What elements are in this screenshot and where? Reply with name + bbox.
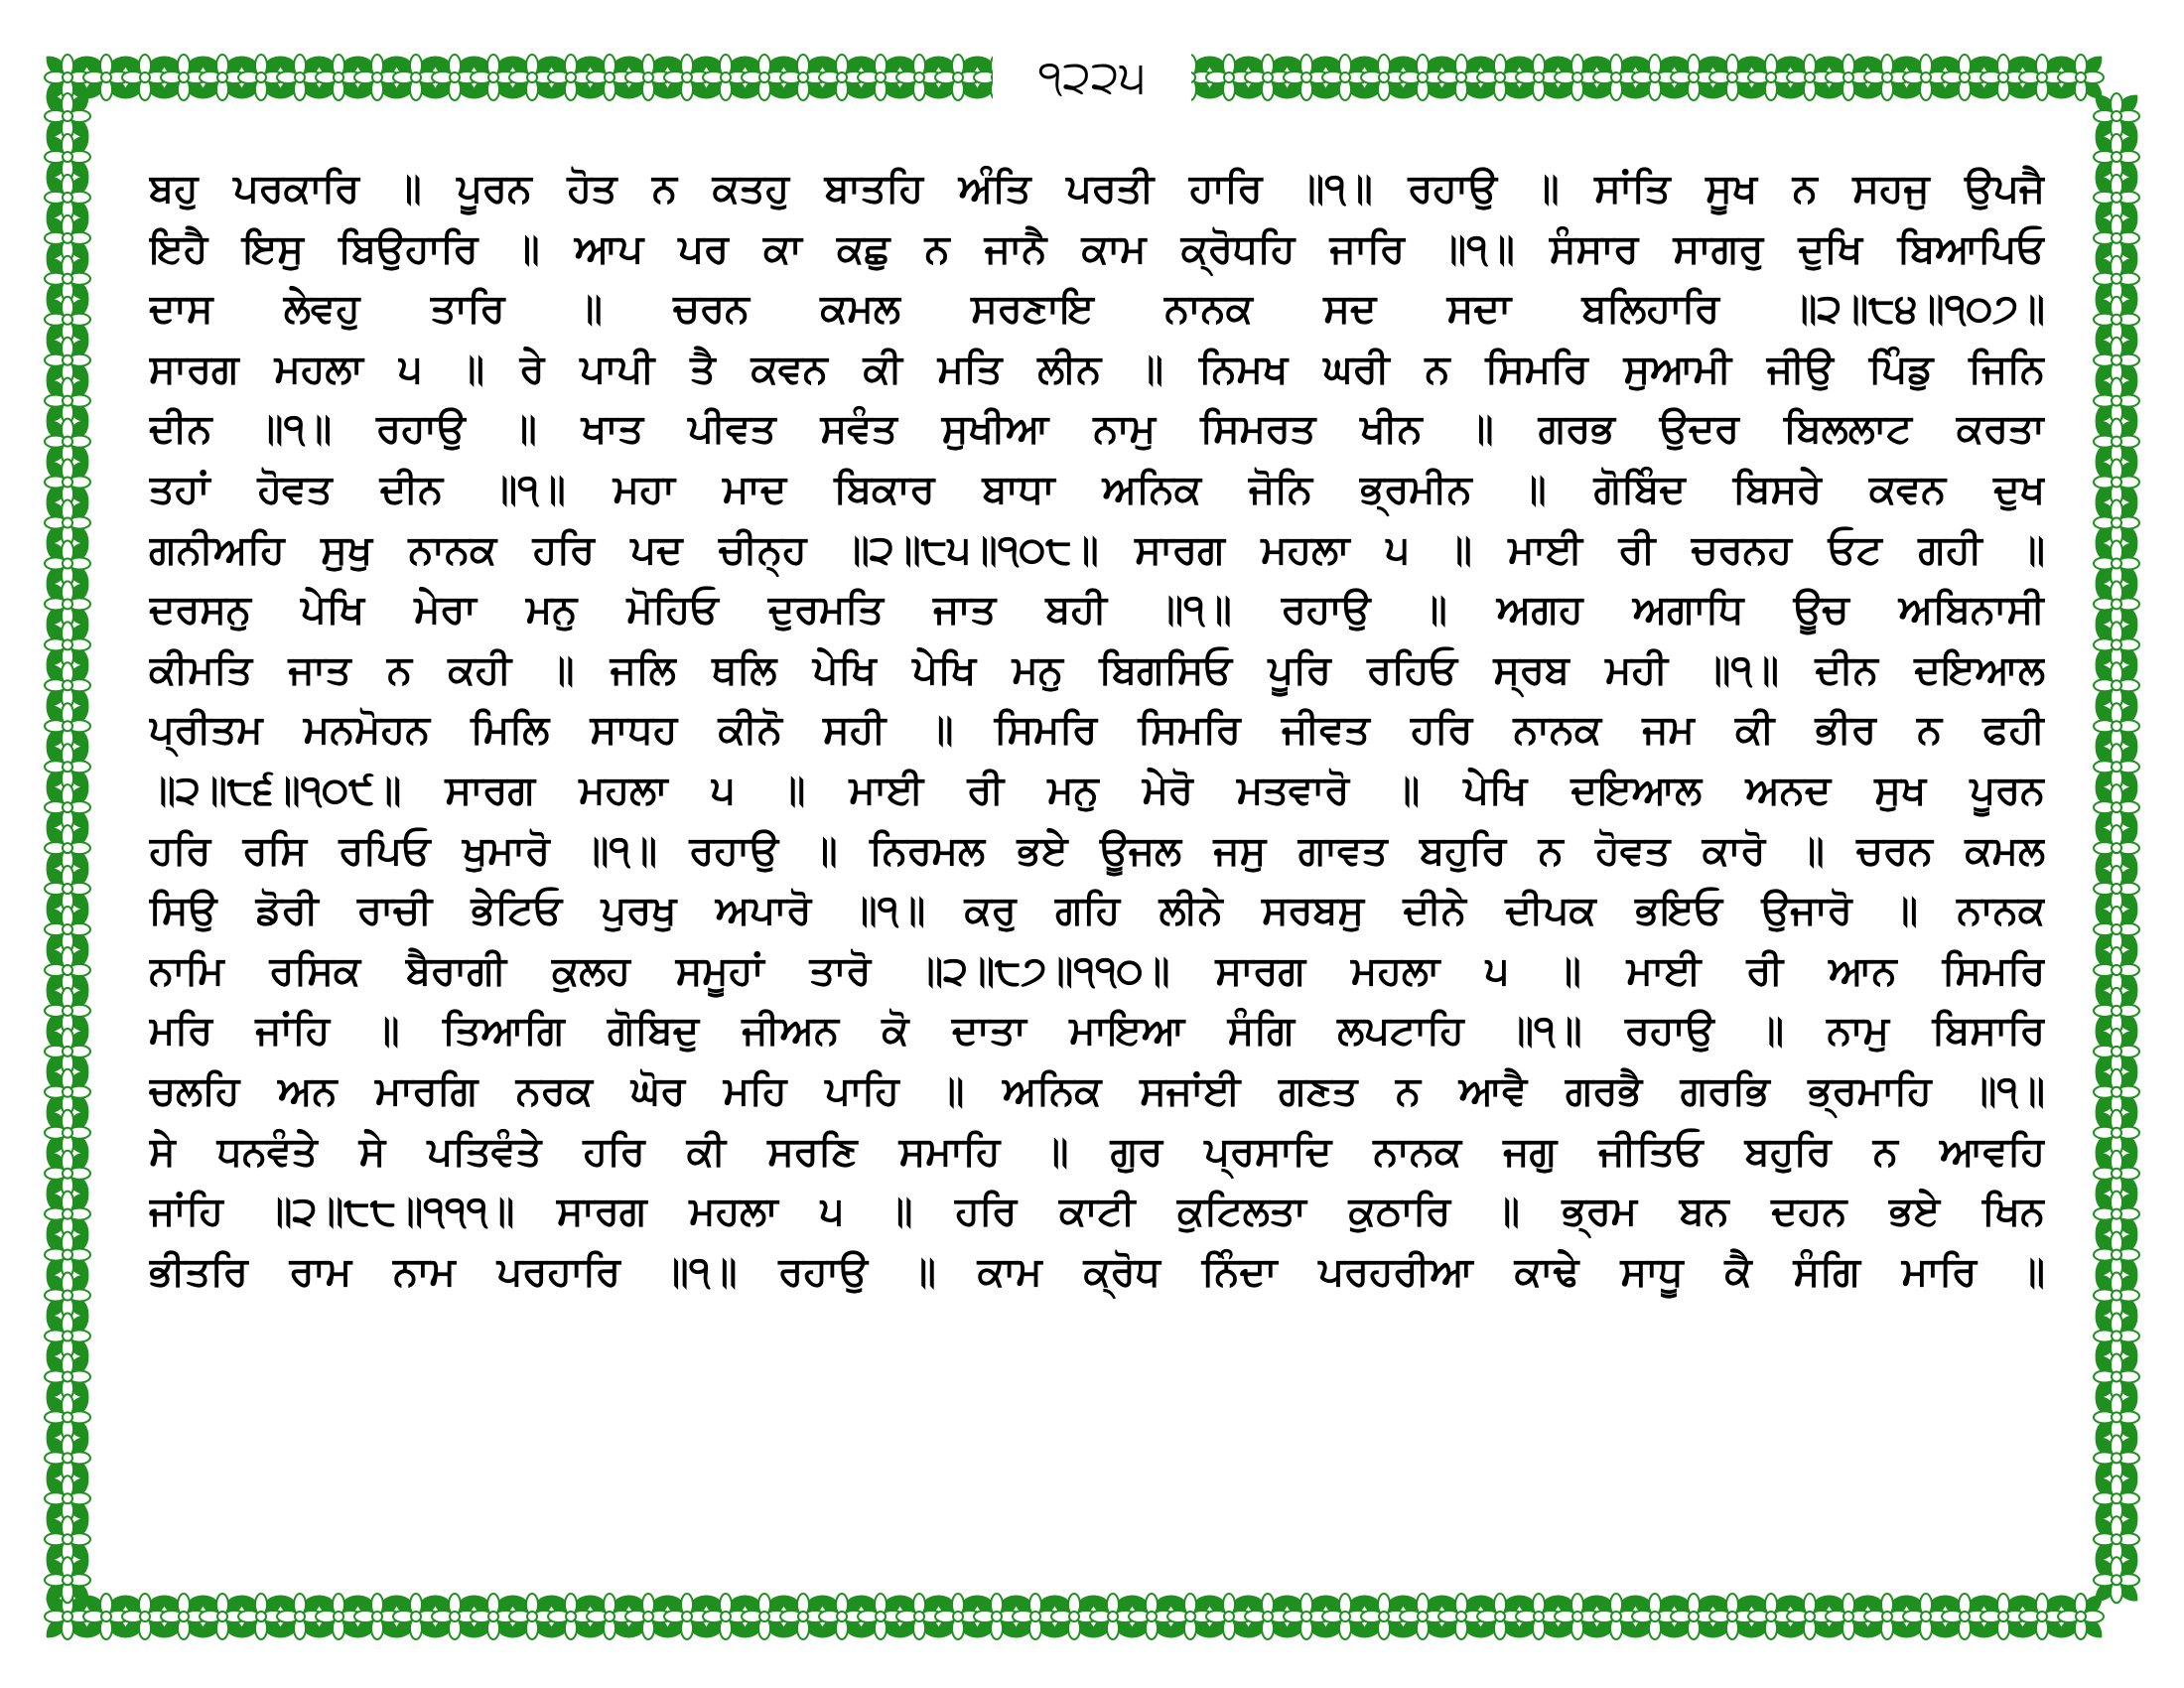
text-line: ਹਰਿ ਰਸਿ ਰਪਿਓ ਖੁਮਾਰੋ ॥੧॥ ਰਹਾਉ ॥ ਨਿਰਮਲ ਭਏ ਊਜਲ ਜਸੁ ਗਾਵਤ ਬਹੁਰਿ ਨ ਹੋਵਤ ਕਾਰੋ ॥ ਚਰਨ ਕਮਲ	[149, 827, 2045, 874]
flower-icon	[2090, 1554, 2142, 1607]
text-line: ਪ੍ਰੀਤਮ ਮਨਮੋਹਨ ਮਿਲਿ ਸਾਧਹ ਕੀਨੋ ਸਹੀ ॥ ਸਿਮਰਿ ਸਿਮਰਿ ਜੀਵਤ ਹਰਿ ਨਾਨਕ ਜਮ ਕੀ ਭੀਰ ਨ ਫਹੀ	[149, 707, 2045, 754]
text-line: ਸੇ ਧਨਵੰਤੇ ਸੇ ਪਤਿਵੰਤੇ ਹਰਿ ਕੀ ਸਰਣਿ ਸਮਾਹਿ ॥ ਗੁਰ ਪ੍ਰਸਾਦਿ ਨਾਨਕ ਜਗੁ ਜੀਤਿਓ ਬਹੁਰਿ ਨ ਆਵਹਿ	[149, 1128, 2045, 1175]
text-line: ਸਾਰਗ ਮਹਲਾ ੫ ॥ ਰੇ ਪਾਪੀ ਤੈ ਕਵਨ ਕੀ ਮਤਿ ਲੀਨ ॥ ਨਿਮਖ ਘਰੀ ਨ ਸਿਮਰਿ ਸੁਆਮੀ ਜੀਉ ਪਿੰਡੁ ਜਿਨਿ	[149, 346, 2045, 392]
text-line: ਦੀਨ ॥੧॥ ਰਹਾਉ ॥ ਖਾਤ ਪੀਵਤ ਸਵੰਤ ਸੁਖੀਆ ਨਾਮੁ ਸਿਮਰਤ ਖੀਨ ॥ ਗਰਭ ਉਦਰ ਬਿਲਲਾਟ ਕਰਤਾ	[149, 406, 2045, 453]
scripture-text	[149, 159, 2045, 1529]
text-line: ਭੀਤਰਿ ਰਾਮ ਨਾਮ ਪਰਹਾਰਿ ॥੧॥ ਰਹਾਉ ॥ ਕਾਮ ਕ੍ਰੋਧ ਨਿੰਦਾ ਪਰਹਰੀਆ ਕਾਢੇ ਸਾਧੂ ਕੈ ਸੰਗਿ ਮਾਰਿ ॥	[149, 1248, 2045, 1295]
text-line: ਨਾਮਿ ਰਸਿਕ ਬੈਰਾਗੀ ਕੁਲਹ ਸਮੂਹਾਂ ਤਾਰੋ ॥੨॥੮੭॥੧੧੦॥ ਸਾਰਗ ਮਹਲਾ ੫ ॥ ਮਾਈ ਰੀ ਆਨ ਸਿਮਰਿ	[149, 947, 2045, 994]
text-line: ਬਹੁ ਪਰਕਾਰਿ ॥ ਪੂਰਨ ਹੋਤ ਨ ਕਤਹੁ ਬਾਤਹਿ ਅੰਤਿ ਪਰਤੀ ਹਾਰਿ ॥੧॥ ਰਹਾਉ ॥ ਸਾਂਤਿ ਸੂਖ ਨ ਸਹਜੁ ਉਪਜੈ	[149, 166, 2045, 211]
text-line: ਸਿਉ ਡੋਰੀ ਰਾਚੀ ਭੇਟਿਓ ਪੁਰਖੁ ਅਪਾਰੋ ॥੧॥ ਕਰੁ ਗਹਿ ਲੀਨੇ ਸਰਬਸੁ ਦੀਨੇ ਦੀਪਕ ਭਇਓ ਉਜਾਰੋ ॥ ਨਾਨਕ	[149, 888, 2045, 934]
text-line: ਇਹੈ ਇਸੁ ਬਿਉਹਾਰਿ ॥ ਆਪ ਪਰ ਕਾ ਕਛੁ ਨ ਜਾਨੈ ਕਾਮ ਕ੍ਰੋਧਹਿ ਜਾਰਿ ॥੧॥ ਸੰਸਾਰ ਸਾਗਰੁ ਦੁਖਿ ਬਿਆਪਿਓ	[149, 225, 2045, 272]
text-line: ਜਾਂਹਿ ॥੨॥੮੮॥੧੧੧॥ ਸਾਰਗ ਮਹਲਾ ੫ ॥ ਹਰਿ ਕਾਟੀ ਕੁਟਿਲਤਾ ਕੁਠਾਰਿ ॥ ਭ੍ਰਮ ਬਨ ਦਹਨ ਭਏ ਖਿਨ	[149, 1189, 2045, 1235]
text-line: ਮਰਿ ਜਾਂਹਿ ॥ ਤਿਆਗਿ ਗੋਬਿਦੁ ਜੀਅਨ ਕੋ ਦਾਤਾ ਮਾਇਆ ਸੰਗਿ ਲਪਟਾਹਿ ॥੧॥ ਰਹਾਉ ॥ ਨਾਮੁ ਬਿਸਾਰਿ	[149, 1008, 2045, 1055]
text-line: ਦਰਸਨੁ ਪੇਖਿ ਮੇਰਾ ਮਨੁ ਮੋਹਿਓ ਦੁਰਮਤਿ ਜਾਤ ਬਹੀ ॥੧॥ ਰਹਾਉ ॥ ਅਗਹ ਅਗਾਧਿ ਊਚ ਅਬਿਨਾਸੀ	[149, 587, 2045, 633]
text-line: ਚਲਹਿ ਅਨ ਮਾਰਗਿ ਨਰਕ ਘੋਰ ਮਹਿ ਪਾਹਿ ॥ ਅਨਿਕ ਸਜਾਂਈ ਗਣਤ ਨ ਆਵੈ ਗਰਭੈ ਗਰਭਿ ਭ੍ਰਮਾਹਿ ॥੧॥	[149, 1067, 2045, 1114]
flower-icon	[41, 1554, 93, 1607]
text-line: ਗਨੀਅਹਿ ਸੁਖੁ ਨਾਨਕ ਹਰਿ ਪਦ ਚੀਨ੍ਹ ॥੨॥੮੫॥੧੦੮॥ ਸਾਰਗ ਮਹਲਾ ੫ ॥ ਮਾਈ ਰੀ ਚਰਨਹ ਓਟ ਗਹੀ ॥	[149, 526, 2045, 573]
text-line: ਤਹਾਂ ਹੋਵਤ ਦੀਨ ॥੧॥ ਮਹਾ ਮਾਦ ਬਿਕਾਰ ਬਾਧਾ ਅਨਿਕ ਜੋਨਿ ਭ੍ਰਮੀਨ ॥ ਗੋਬਿੰਦ ਬਿਸਰੇ ਕਵਨ ਦੁਖ	[149, 466, 2045, 512]
text-line: ਦਾਸ ਲੇਵਹੁ ਤਾਰਿ ॥ ਚਰਨ ਕਮਲ ਸਰਣਾਇ ਨਾਨਕ ਸਦ ਸਦਾ ਬਲਿਹਾਰਿ ॥੨॥੮੪॥੧੦੭॥	[149, 286, 2045, 333]
text-line: ਕੀਮਤਿ ਜਾਤ ਨ ਕਹੀ ॥ ਜਲਿ ਥਲਿ ਪੇਖਿ ਪੇਖਿ ਮਨੁ ਬਿਗਸਿਓ ਪੂਰਿ ਰਹਿਓ ਸ੍ਰਬ ਮਹੀ ॥੧॥ ਦੀਨ ਦਇਆਲ	[149, 646, 2045, 693]
text-line: ॥੨॥੮੬॥੧੦੯॥ ਸਾਰਗ ਮਹਲਾ ੫ ॥ ਮਾਈ ਰੀ ਮਨੁ ਮੇਰੋ ਮਤਵਾਰੋ ॥ ਪੇਖਿ ਦਇਆਲ ਅਨਦ ਸੁਖ ਪੂਰਨ	[149, 767, 2045, 813]
page-number: ੧੨੨੫	[993, 42, 1191, 111]
